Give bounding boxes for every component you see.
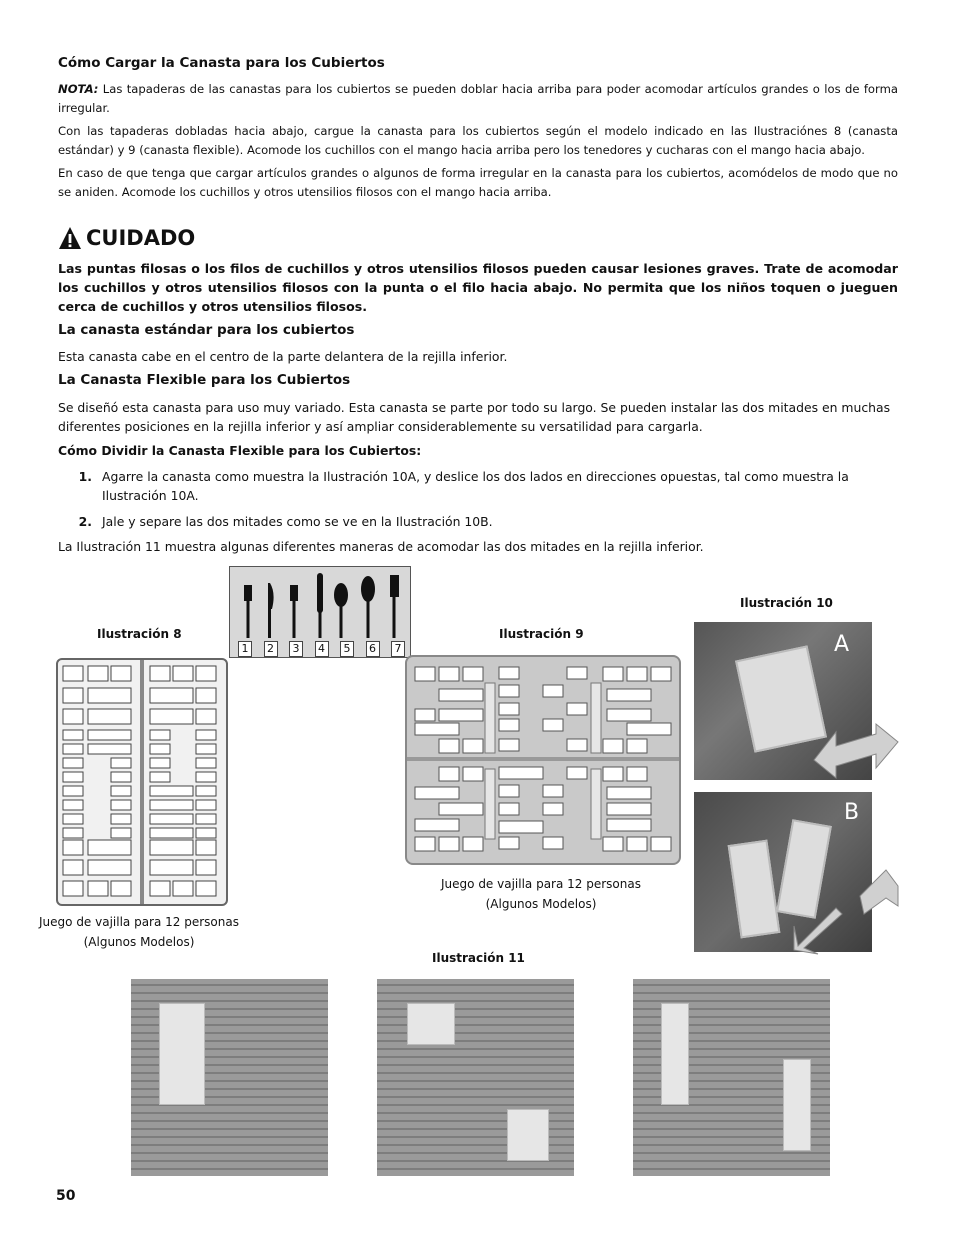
step-2 <box>58 512 898 531</box>
basket-slot-grid <box>58 660 226 904</box>
step-number: 1. <box>78 469 92 484</box>
note-label: NOTA: <box>58 82 99 96</box>
standard-basket-title: La canasta estándar para los cubiertos <box>58 322 355 338</box>
section-title: Cómo Cargar la Canasta para los Cubiertos <box>58 55 385 71</box>
utensil-number-row <box>238 641 405 657</box>
step-text: Jale y separe las dos mitades como se ve en la Ilustración 10B. <box>102 514 493 529</box>
step-number: 2. <box>78 514 92 529</box>
illustration-10-caption: Ilustración 10 <box>740 596 833 610</box>
illustration-9-subcaption-line1: Juego de vajilla para 12 personas <box>441 877 641 891</box>
illustration-8-subcaption-line2: (Algunos Modelos) <box>83 935 195 949</box>
basket-half-shape <box>783 1059 811 1151</box>
utensil-number: 1 <box>238 641 252 657</box>
illustration-11-intro: La Ilustración 11 muestra algunas diferentes maneras de acomodar las dos mitades en la rejilla inferior. <box>58 539 704 554</box>
note-text: Las tapaderas de las canastas para los cubiertos se pueden doblar hacia arriba para poder acomodar artículos grandes o los de forma irregular. <box>58 82 898 115</box>
utensil-number: 7 <box>391 641 405 657</box>
illustration-9-caption: Ilustración 9 <box>499 627 584 641</box>
photo-label-b: B <box>844 800 860 825</box>
illustration-11-caption: Ilustración 11 <box>432 951 525 965</box>
caution-title: CUIDADO <box>86 226 196 250</box>
step-1 <box>58 467 898 505</box>
basket-slot-grid <box>407 657 679 863</box>
utensil-number: 4 <box>315 641 329 657</box>
caution-heading <box>58 226 195 250</box>
flexible-basket-diagram <box>405 655 681 865</box>
utensil-legend <box>229 566 411 658</box>
flexible-basket-text: Se diseñó esta canasta para uso muy variado. Esta canasta se parte por todo su largo. Se pueden instalar las dos mitades en muchas diferentes posiciones en la rejilla inferior y así ampliar considerablemente su versatilidad para cargarla. <box>58 400 891 434</box>
basket-half-shape <box>728 840 781 939</box>
illustration-9-subcaption-line2: (Algunos Modelos) <box>485 897 597 911</box>
paragraph-2: En caso de que tenga que cargar artículos grandes o algunos de forma irregular en la canasta para los cubiertos, acomódelos de modo que no se aniden. Acomode los cuchillos y otros utensilios filosos con el mango hacia arriba. <box>58 166 898 199</box>
double-arrow-icon <box>812 722 900 780</box>
illustration-8-caption: Ilustración 8 <box>97 627 182 641</box>
standard-basket-diagram <box>56 658 228 906</box>
basket-half-shape <box>507 1109 549 1161</box>
illustration-9-subcaption <box>430 874 652 914</box>
warning-triangle-icon <box>58 226 82 250</box>
note-paragraph <box>58 80 898 117</box>
flexible-basket-title: La Canasta Flexible para los Cubiertos <box>58 372 351 388</box>
basket-half-shape <box>159 1003 205 1105</box>
divide-title: Cómo Dividir la Canasta Flexible para los Cubiertos: <box>58 443 422 458</box>
utensil-number: 6 <box>366 641 380 657</box>
page-number: 50 <box>56 1188 76 1204</box>
caution-text: Las puntas filosas o los filos de cuchillos y otros utensilios filosos pueden causar lesiones graves. Trate de acomodar los cuchillos y otros utensilios filosos con la punta o el filo hacia abajo. No permita que los niños toquen o jueguen cerca de cuchillos y otros utensilios filosos. <box>58 261 898 314</box>
separate-arrows-icon <box>790 866 900 956</box>
rack-photo-2 <box>377 979 574 1176</box>
standard-basket-text: Esta canasta cabe en el centro de la parte delantera de la rejilla inferior. <box>58 349 508 364</box>
basket-half-shape <box>661 1003 689 1105</box>
illustration-8-subcaption <box>30 912 248 952</box>
step-text: Agarre la canasta como muestra la Ilustración 10A, y deslice los dos lados en direcciones opuestas, tal como muestra la Ilustración 10A. <box>102 469 849 503</box>
basket-half-shape <box>407 1003 455 1045</box>
rack-photo-1 <box>131 979 328 1176</box>
utensil-number: 3 <box>289 641 303 657</box>
illustration-8-subcaption-line1: Juego de vajilla para 12 personas <box>39 915 239 929</box>
paragraph-1: Con las tapaderas dobladas hacia abajo, cargue la canasta para los cubiertos según el modelo indicado en las Ilustraciónes 8 (canasta estándar) y 9 (canasta flexible). Acomode los cuchillos con el mango hacia arriba pero los tenedores y cucharas con el mango hacia abajo. <box>58 124 898 157</box>
rack-photo-3 <box>633 979 830 1176</box>
utensil-number: 5 <box>340 641 354 657</box>
photo-label-a: A <box>834 632 850 657</box>
utensil-number: 2 <box>264 641 278 657</box>
